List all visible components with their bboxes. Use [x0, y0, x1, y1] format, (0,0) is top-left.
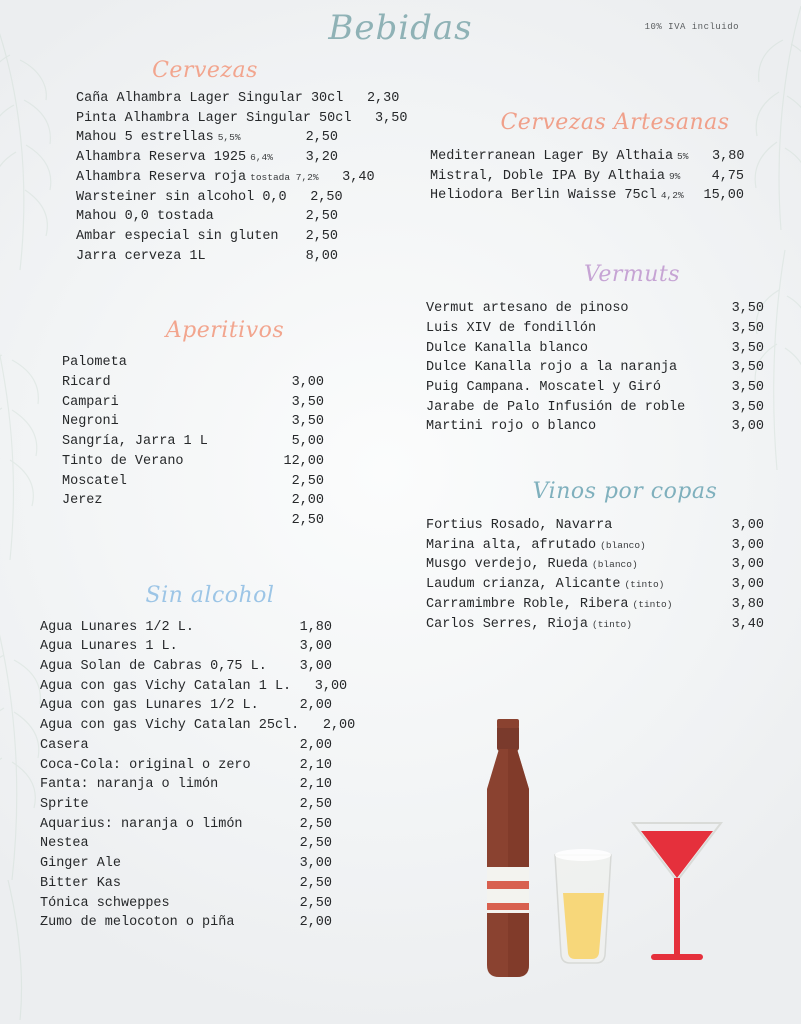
menu-item-row: [62, 412, 410, 432]
menu-item-price: 3,00: [299, 659, 332, 675]
menu-item-price: 3,40: [342, 169, 375, 185]
menu-item-row: [40, 834, 410, 854]
menu-item-name: Sangría, Jarra 1 L: [62, 434, 208, 450]
menu-item-price: 2,50: [299, 895, 332, 911]
menu-item-price: 2,50: [305, 130, 338, 146]
section-title-vermuts: Vermuts: [583, 262, 681, 288]
menu-item-row: [76, 128, 410, 148]
menu-item-price: 5,00: [291, 434, 324, 450]
menu-item-price: 4,75: [711, 168, 744, 184]
menu-item-row: [40, 716, 410, 736]
menu-item-price: 3,00: [299, 856, 332, 872]
vermuts-rows: [412, 299, 792, 437]
menu-item-row: [40, 913, 410, 933]
menu-item-row: [76, 227, 410, 247]
menu-item-row: [40, 894, 410, 914]
page-title: Bebidas: [328, 8, 473, 48]
menu-item-name: Fortius Rosado, Navarra: [426, 518, 613, 534]
menu-item-name: Agua Lunares 1/2 L.: [40, 619, 194, 635]
menu-item-name: Alhambra Reserva 1925: [76, 150, 247, 166]
section-title-sin-alcohol: Sin alcohol: [145, 582, 275, 608]
beer-glass-icon: [555, 849, 611, 963]
section-vermuts: [412, 262, 792, 437]
menu-item-row: [62, 472, 410, 492]
menu-item-row: [62, 373, 410, 393]
menu-item-row: [426, 417, 792, 437]
menu-item-price: 2,50: [310, 189, 343, 205]
menu-item-row: [426, 615, 792, 635]
menu-item-price: 2,00: [299, 698, 332, 714]
section-aperitivos: [0, 318, 410, 530]
menu-item-subnote: (blanco): [592, 559, 638, 571]
menu-item-name: Casera: [40, 737, 89, 753]
menu-item-price: 12,00: [283, 453, 324, 469]
menu-item-name: Carramimbre Roble, Ribera: [426, 596, 629, 612]
menu-item-name: Pinta Alhambra Lager Singular 50cl: [76, 110, 352, 126]
menu-item-row: [40, 677, 410, 697]
menu-item-price: 3,80: [712, 149, 745, 164]
menu-item-name: Aquarius: naranja o limón: [40, 816, 243, 832]
left-column: [0, 58, 410, 939]
menu-item-price: 3,50: [731, 340, 764, 356]
menu-item-price: 2,10: [299, 777, 332, 793]
menu-item-price: 3,20: [305, 150, 338, 166]
menu-item-price: 2,50: [299, 796, 332, 812]
menu-item-price: 3,50: [731, 301, 764, 317]
menu-item-name: Mistral, Doble IPA By Althaia: [430, 168, 665, 184]
menu-item-row: [40, 815, 410, 835]
menu-item-row: [426, 319, 792, 339]
menu-item-name: Alhambra Reserva roja: [76, 169, 247, 185]
iva-note: 10% IVA incluido: [644, 22, 739, 32]
menu-item-row: [426, 358, 792, 378]
menu-item-price: 2,50: [305, 228, 338, 244]
menu-item-price: 3,00: [731, 518, 764, 534]
menu-item-row: [40, 736, 410, 756]
menu-item-name: Agua Solan de Cabras 0,75 L.: [40, 659, 267, 675]
menu-item-price: 3,00: [731, 537, 764, 553]
menu-item-subnote: (tinto): [592, 618, 632, 630]
menu-item-subnote: (tinto): [632, 598, 673, 610]
menu-item-name: Warsteiner sin alcohol 0,0: [76, 189, 287, 205]
menu-item-price: 3,50: [291, 394, 324, 410]
menu-item-name: Jerez: [62, 493, 103, 509]
menu-item-price: 3,50: [291, 414, 324, 430]
menu-item-name: Moscatel: [62, 473, 127, 489]
menu-item-name: Agua con gas Vichy Catalan 25cl.: [40, 718, 300, 734]
menu-item-row: [76, 89, 410, 109]
menu-item-row: [40, 657, 410, 677]
menu-item-name: Carlos Serres, Rioja: [426, 616, 589, 632]
menu-item-row: [426, 398, 792, 418]
menu-item-name: Mahou 5 estrellas: [76, 130, 214, 146]
menu-item-price: 3,00: [731, 577, 764, 593]
menu-item-row: [76, 207, 410, 227]
menu-item-price: 3,50: [731, 320, 764, 336]
menu-item-row: [76, 109, 410, 129]
menu-item-price: 3,00: [299, 639, 332, 655]
menu-item-row: [426, 536, 792, 556]
menu-item-subnote: (tinto): [624, 579, 665, 591]
menu-item-name: Martini rojo o blanco: [426, 419, 597, 435]
menu-item-row: [40, 874, 410, 894]
menu-item-row: [426, 378, 792, 398]
menu-item-name: Campari: [62, 394, 119, 410]
menu-item-price: 3,00: [314, 678, 348, 694]
menu-item-row: [426, 299, 792, 319]
sin-alcohol-rows: [0, 618, 410, 933]
menu-item-price: 2,50: [305, 209, 338, 225]
menu-item-name: Ricard: [62, 375, 111, 391]
menu-item-name: Jarra cerveza 1L: [76, 248, 206, 264]
menu-item-name: Palometa: [62, 355, 127, 371]
menu-item-row: [426, 339, 792, 359]
menu-item-price: 2,00: [291, 493, 324, 509]
menu-item-price: 3,50: [731, 399, 764, 415]
menu-item-subnote: 5,5%: [217, 132, 241, 144]
menu-item-price: 15,00: [703, 188, 744, 204]
menu-item-price: 3,00: [731, 419, 764, 435]
section-vinos-por-copas: [412, 479, 792, 634]
menu-item-price: 1,80: [299, 619, 332, 635]
menu-item-price: 2,00: [299, 737, 332, 753]
menu-item-name: Marina alta, afrutado: [426, 537, 597, 553]
menu-item-price: 2,00: [322, 718, 356, 734]
section-cervezas: [0, 58, 410, 266]
aperitivos-rows: [0, 353, 410, 530]
menu-item-row: [62, 452, 410, 472]
menu-item-row: [426, 555, 792, 575]
menu-item-name: Luis XIV de fondillón: [426, 320, 597, 336]
menu-item-name: Zumo de melocoton o piña: [40, 915, 235, 931]
menu-item-price: 3,80: [731, 596, 764, 612]
menu-item-name: Mediterranean Lager By Althaia: [430, 149, 674, 164]
menu-item-name: Ambar especial sin gluten: [76, 228, 279, 244]
menu-item-price: 2,50: [299, 816, 332, 832]
menu-item-price: 2,50: [299, 875, 332, 891]
menu-item-name: Coca-Cola: original o zero: [40, 757, 251, 773]
menu-item-name: Dulce Kanalla blanco: [426, 340, 589, 356]
menu-item-row: [76, 168, 410, 188]
menu-item-name: Mahou 0,0 tostada: [76, 209, 214, 225]
cocktail-glass-icon: [633, 823, 721, 960]
menu-item-name: Bitter Kas: [40, 875, 122, 891]
menu-item-name: Jarabe de Palo Infusión de roble: [426, 399, 686, 415]
menu-item-name: Fanta: naranja o limón: [40, 777, 219, 793]
menu-item-price: 2,00: [299, 915, 332, 931]
menu-item-row: [62, 353, 410, 373]
menu-item-name: Nestea: [40, 836, 89, 852]
drinks-illustration: [455, 715, 755, 1015]
menu-item-price: 3,40: [731, 616, 764, 632]
menu-item-subnote: tostada 7,2%: [250, 171, 319, 183]
menu-item-row: [40, 637, 410, 657]
menu-item-subnote: 9%: [668, 170, 681, 182]
menu-item-price: 3,50: [731, 360, 764, 376]
menu-item-name: Puig Campana. Moscatel y Giró: [426, 379, 661, 395]
menu-item-price: 2,50: [299, 836, 332, 852]
menu-item-row: [40, 775, 410, 795]
menu-item-price: 3,50: [731, 379, 764, 395]
section-title-vinos-por-copas: Vinos por copas: [532, 479, 718, 505]
cervezas-rows: [0, 89, 410, 266]
menu-item-price: 3,50: [375, 110, 408, 126]
menu-item-row: [40, 795, 410, 815]
section-title-cervezas-artesanas: Cervezas Artesanas: [500, 110, 730, 135]
vinos-rows: [412, 516, 792, 634]
menu-item-subnote: 4,2%: [660, 190, 684, 202]
menu-item-row: [40, 854, 410, 874]
menu-item-row: [62, 511, 410, 531]
menu-item-row: [426, 516, 792, 536]
menu-item-row: [426, 595, 792, 615]
section-sin-alcohol: [0, 583, 410, 933]
menu-item-price: 8,00: [305, 248, 338, 264]
menu-item-row: [430, 186, 792, 206]
menu-item-name: Vermut artesano de pinoso: [426, 301, 629, 317]
menu-item-price: 2,50: [291, 473, 324, 489]
menu-item-price: 3,00: [291, 375, 324, 391]
menu-item-row: [62, 393, 410, 413]
menu-item-name: Sprite: [40, 796, 89, 812]
artesanas-rows: [412, 147, 792, 206]
menu-item-row: [76, 247, 410, 267]
menu-item-name: Dulce Kanalla rojo a la naranja: [426, 360, 678, 376]
section-cervezas-artesanas: [412, 110, 792, 206]
right-column: [412, 110, 792, 640]
menu-item-row: [76, 188, 410, 208]
beer-bottle-icon: [487, 719, 529, 977]
menu-item-row: [62, 432, 410, 452]
menu-item-price: 2,50: [291, 512, 324, 528]
menu-item-name: Heliodora Berlin Waisse 75cl: [430, 188, 657, 204]
menu-item-subnote: 5%: [677, 151, 689, 162]
menu-item-name: Caña Alhambra Lager Singular 30cl: [76, 91, 344, 106]
menu-item-name: Laudum crianza, Alicante: [426, 577, 621, 593]
menu-item-row: [76, 148, 410, 168]
menu-item-row: [40, 696, 410, 716]
menu-item-name: Agua con gas Lunares 1/2 L.: [40, 698, 259, 714]
menu-item-price: 2,10: [299, 757, 332, 773]
menu-item-row: [40, 756, 410, 776]
menu-item-name: Ginger Ale: [40, 856, 122, 872]
menu-item-name: Tinto de Verano: [62, 453, 184, 469]
menu-item-row: [40, 618, 410, 638]
menu-item-name: Agua Lunares 1 L.: [40, 639, 178, 655]
menu-item-name: Tónica schweppes: [40, 895, 170, 911]
menu-item-row: [430, 167, 792, 187]
menu-item-row: [430, 147, 792, 167]
menu-item-name: Agua con gas Vichy Catalan 1 L.: [40, 678, 292, 694]
menu-item-subnote: 6,4%: [250, 152, 273, 164]
menu-item-price: 3,00: [731, 557, 764, 573]
menu-item-row: [426, 575, 792, 595]
menu-item-name: Musgo verdejo, Rueda: [426, 557, 589, 573]
menu-item-name: Negroni: [62, 414, 119, 430]
section-title-cervezas: Cervezas: [152, 58, 258, 83]
menu-item-price: 2,30: [366, 91, 400, 106]
menu-item-subnote: (blanco): [600, 539, 646, 551]
section-title-aperitivos: Aperitivos: [165, 318, 285, 344]
menu-item-row: [62, 491, 410, 511]
